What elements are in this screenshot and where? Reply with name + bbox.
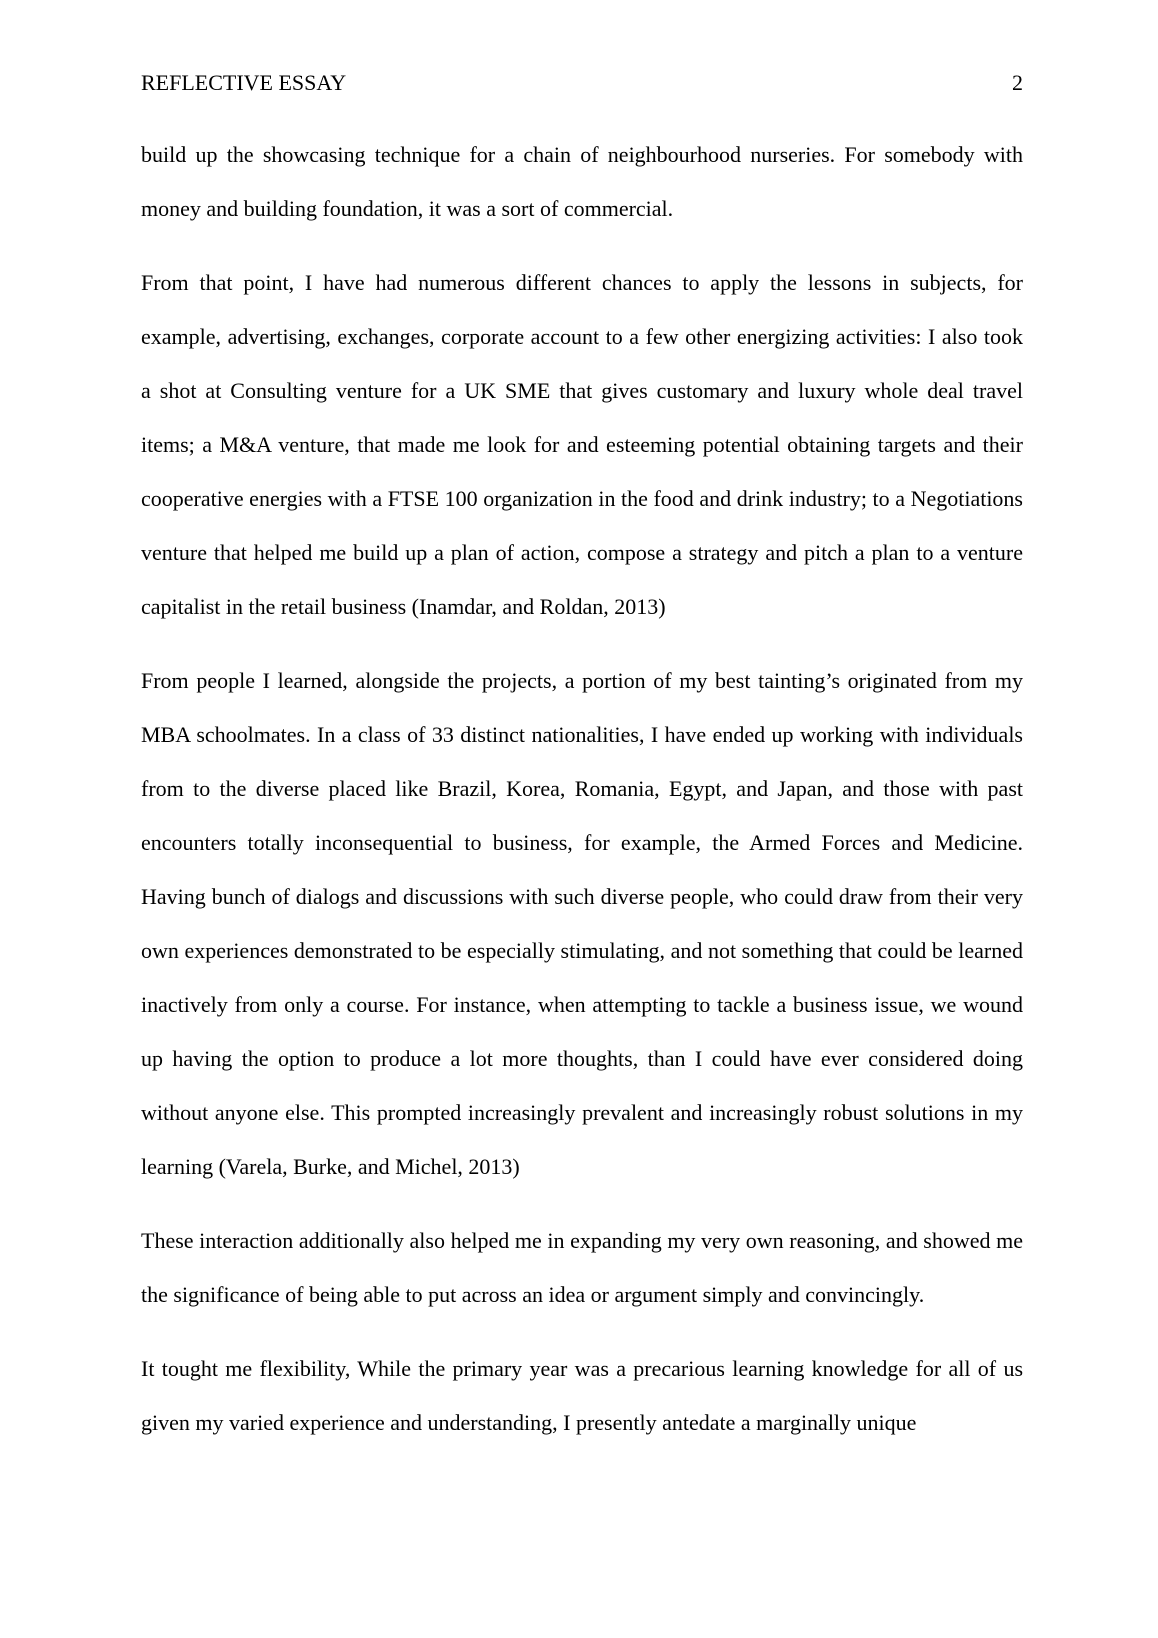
paragraph-2: From that point, I have had numerous different chances to apply the lessons in subjects, for example, advertising, exchanges, corporate account to a few other energizing activities: I also took a shot at Consulting venture for a UK SME that gives customary and luxury whole deal travel items; a M&A venture, that made me look for and esteeming potential obtaining targets and their cooperative energies with a FTSE 100 organization in the food and drink industry; to a Negotiations venture that helped me build up a plan of action, compose a strategy and pitch a plan to a venture capitalist in the retail business (Inamdar, and Roldan, 2013) [141, 270, 1023, 619]
paragraph-4: These interaction additionally also helped me in expanding my very own reasoning, and showed me the significance of being able to put across an idea or argument simply and convincingly. [141, 1228, 1023, 1307]
essay-body [141, 128, 1023, 1470]
running-head: REFLECTIVE ESSAY [141, 70, 347, 95]
page-number: 2 [1012, 70, 1023, 95]
page-header [141, 68, 1023, 98]
paragraph-1: build up the showcasing technique for a chain of neighbourhood nurseries. For somebody with money and building foundation, it was a sort of commercial. [141, 142, 1023, 221]
paragraph-5: It tought me flexibility, While the primary year was a precarious learning knowledge for all of us given my varied experience and understanding, I presently antedate a marginally unique [141, 1356, 1023, 1435]
paragraph-3: From people I learned, alongside the projects, a portion of my best tainting’s originated from my MBA schoolmates. In a class of 33 distinct nationalities, I have ended up working with individuals from to the diverse placed like Brazil, Korea, Romania, Egypt, and Japan, and those with past encounters totally inconsequential to business, for example, the Armed Forces and Medicine. Having bunch of dialogs and discussions with such diverse people, who could draw from their very own experiences demonstrated to be especially stimulating, and not something that could be learned inactively from only a course. For instance, when attempting to tackle a business issue, we wound up having the option to produce a lot more thoughts, than I could have ever considered doing without anyone else. This prompted increasingly prevalent and increasingly robust solutions in my learning (Varela, Burke, and Michel, 2013) [141, 668, 1023, 1179]
